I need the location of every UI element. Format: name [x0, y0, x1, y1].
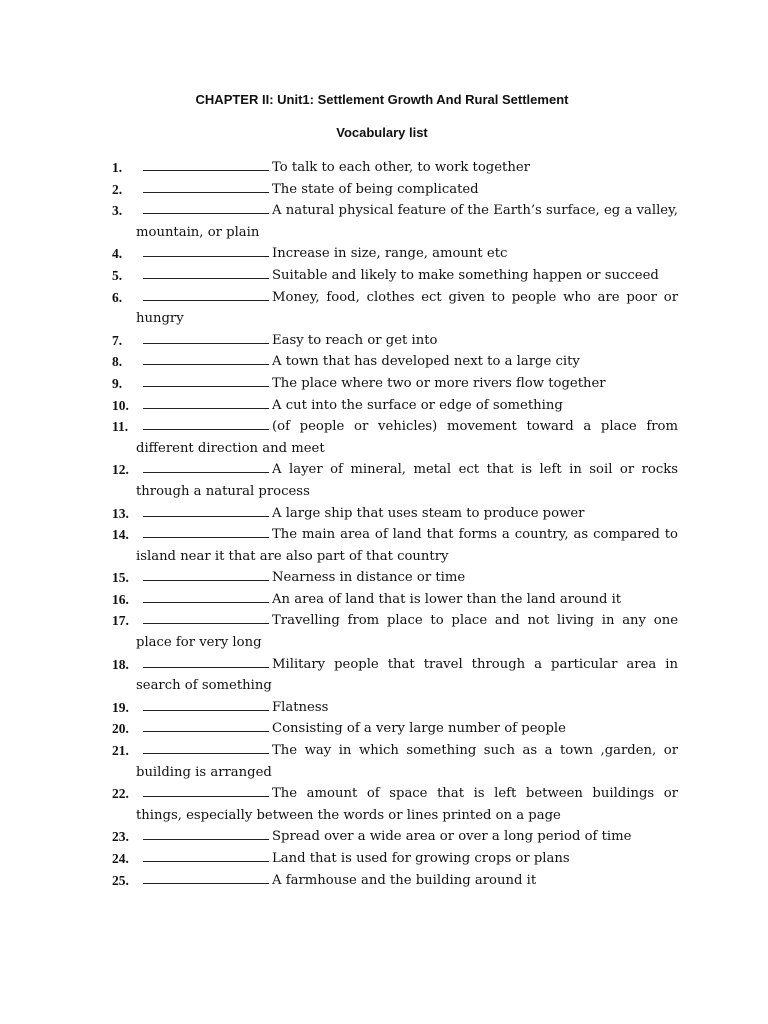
item-number: 15.	[112, 570, 129, 586]
answer-blank[interactable]	[143, 655, 269, 668]
item-definition: To talk to each other, to work together	[272, 160, 530, 175]
item-number: 17.	[112, 613, 129, 629]
item-number: 2.	[112, 181, 123, 197]
answer-blank[interactable]	[143, 352, 269, 365]
item-number: 11.	[112, 419, 129, 435]
item-definition: Nearness in distance or time	[272, 570, 466, 586]
item-definition: Military people that travel through a particular area in search of something	[136, 656, 678, 694]
answer-blank[interactable]	[143, 525, 269, 538]
item-definition: A farmhouse and the building around it	[272, 872, 537, 888]
vocabulary-item	[112, 848, 678, 870]
item-definition: The state of being complicated	[272, 181, 479, 197]
item-number: 13.	[112, 505, 129, 521]
item-definition: Suitable and likely to make something happen or succeed	[272, 267, 659, 283]
answer-blank[interactable]	[143, 374, 269, 387]
answer-blank[interactable]	[143, 180, 269, 193]
item-number: 25.	[112, 872, 129, 888]
vocabulary-item	[112, 610, 678, 653]
vocabulary-item	[112, 589, 678, 611]
item-definition: Land that is used for growing crops or plans	[272, 851, 570, 866]
item-definition: The main area of land that forms a country, as compared to island near it that are also part of that country	[136, 527, 678, 564]
vocabulary-item	[112, 697, 678, 719]
answer-blank[interactable]	[143, 871, 269, 884]
vocabulary-item	[112, 459, 678, 502]
item-definition: Easy to reach or get into	[272, 332, 438, 348]
answer-blank[interactable]	[143, 611, 269, 624]
item-definition: Spread over a wide area or over a long period of time	[272, 829, 632, 845]
vocabulary-list	[112, 157, 678, 891]
item-definition: A town that has developed next to a large city	[272, 354, 580, 370]
answer-blank[interactable]	[143, 288, 269, 301]
vocabulary-item	[112, 503, 678, 525]
vocabulary-item	[112, 826, 678, 848]
vocabulary-item	[112, 351, 678, 373]
item-number: 19.	[112, 699, 129, 715]
answer-blank[interactable]	[143, 590, 269, 603]
item-number: 23.	[112, 829, 129, 845]
document-title: CHAPTER II: Unit1: Settlement Growth And Rural Settlement	[195, 92, 569, 107]
item-number: 8.	[112, 354, 123, 370]
vocabulary-item	[112, 654, 678, 697]
item-number: 7.	[112, 332, 123, 348]
item-number: 18.	[112, 656, 129, 672]
answer-blank[interactable]	[143, 741, 269, 754]
item-definition: Money, food, clothes ect given to people who are poor or hungry	[136, 289, 678, 327]
answer-blank[interactable]	[143, 158, 269, 171]
answer-blank[interactable]	[143, 698, 269, 711]
item-number: 24.	[112, 851, 129, 866]
item-definition: Flatness	[272, 699, 329, 715]
answer-blank[interactable]	[143, 201, 269, 214]
item-number: 21.	[112, 743, 129, 759]
item-number: 12.	[112, 462, 129, 478]
item-definition: A cut into the surface or edge of something	[272, 397, 563, 413]
item-definition: The way in which something such as a town ,garden, or building is arranged	[136, 743, 678, 780]
vocabulary-item	[112, 200, 678, 243]
vocabulary-item	[112, 265, 678, 287]
vocabulary-item	[112, 157, 678, 179]
vocabulary-item	[112, 416, 678, 459]
vocabulary-item	[112, 243, 678, 265]
item-number: 20.	[112, 721, 129, 737]
item-number: 14.	[112, 527, 129, 543]
item-definition: The place where two or more rivers flow together	[272, 375, 606, 391]
vocabulary-item	[112, 287, 678, 330]
answer-blank[interactable]	[143, 460, 269, 473]
item-number: 3.	[112, 203, 123, 219]
item-definition: An area of land that is lower than the land around it	[272, 591, 622, 607]
answer-blank[interactable]	[143, 719, 269, 732]
vocabulary-item	[112, 373, 678, 395]
item-definition: (of people or vehicles) movement toward a place from different direction and meet	[136, 419, 678, 456]
item-definition: The amount of space that is left between buildings or things, especially between the words or lines printed on a page	[136, 786, 678, 823]
answer-blank[interactable]	[143, 244, 269, 257]
vocabulary-item	[112, 567, 678, 589]
item-definition: Increase in size, range, amount etc	[272, 246, 508, 262]
item-number: 4.	[112, 246, 123, 262]
vocabulary-item	[112, 783, 678, 826]
vocabulary-item	[112, 330, 678, 352]
vocabulary-item	[112, 524, 678, 567]
item-number: 5.	[112, 267, 123, 283]
item-number: 1.	[112, 160, 123, 175]
vocabulary-item	[112, 740, 678, 783]
vocabulary-item	[112, 870, 678, 892]
item-definition: A large ship that uses steam to produce power	[272, 505, 585, 521]
item-number: 22.	[112, 786, 129, 802]
item-number: 16.	[112, 591, 129, 607]
vocabulary-item	[112, 718, 678, 740]
item-definition: A layer of mineral, metal ect that is left in soil or rocks through a natural process	[136, 462, 678, 499]
item-definition: Consisting of a very large number of people	[272, 721, 566, 737]
answer-blank[interactable]	[143, 331, 269, 344]
document-subtitle: Vocabulary list	[336, 125, 428, 140]
item-number: 6.	[112, 289, 123, 305]
answer-blank[interactable]	[143, 784, 269, 797]
item-definition: A natural physical feature of the Earth’s surface, eg a valley, mountain, or plain	[136, 203, 678, 240]
vocabulary-item	[112, 395, 678, 417]
item-definition: Travelling from place to place and not living in any one place for very long	[136, 613, 678, 651]
item-number: 9.	[112, 375, 123, 391]
answer-blank[interactable]	[143, 396, 269, 409]
answer-blank[interactable]	[143, 568, 269, 581]
answer-blank[interactable]	[143, 266, 269, 279]
item-number: 10.	[112, 397, 129, 413]
answer-blank[interactable]	[143, 504, 269, 517]
answer-blank[interactable]	[143, 849, 269, 862]
answer-blank[interactable]	[143, 417, 269, 430]
answer-blank[interactable]	[143, 827, 269, 840]
vocabulary-item	[112, 179, 678, 201]
